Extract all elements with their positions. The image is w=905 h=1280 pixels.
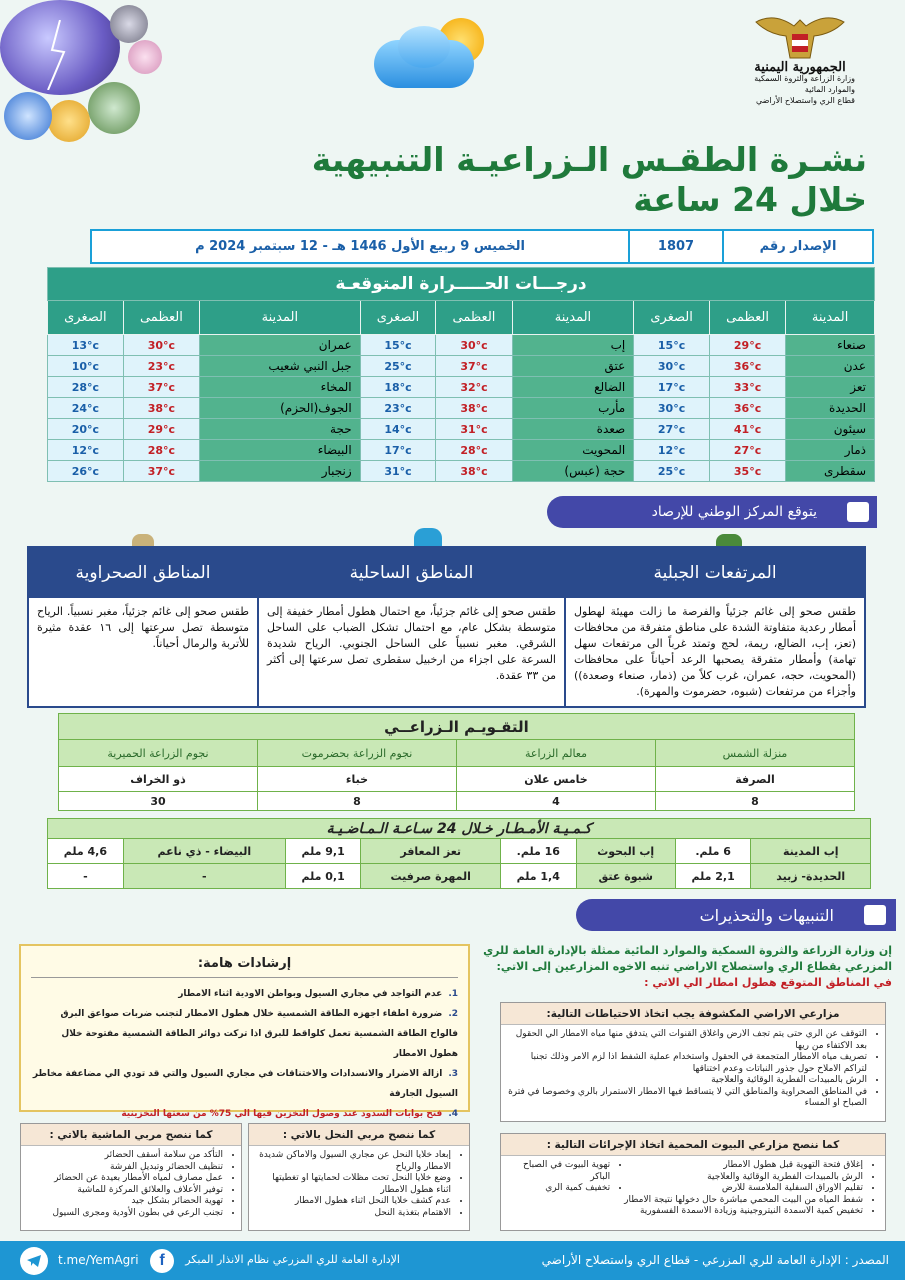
city-name: جبل النبي شعيب [200, 356, 361, 377]
temperature-header: العظمى [436, 301, 512, 335]
max-temp: 38°c [123, 398, 199, 419]
list-item: • شفط المياه من البيت المحمي مباشرة حال دخولها نتيجة الامطار [624, 1195, 863, 1207]
rain-station: المهرة صرفيت [361, 864, 500, 889]
city-name: عتق [512, 356, 634, 377]
open-farmers-box [500, 1002, 886, 1122]
open-farmers-title: مزارعي الاراضي المكشوفة يجب اتخاذ الاحتياطات التالية: [501, 1003, 885, 1025]
temperature-caption: درجـــات الحـــــرارة المتوقعـة [48, 268, 875, 301]
min-temp: 14°c [360, 419, 436, 440]
regions-panel [27, 546, 866, 708]
rain-amount: 16 ملم. [500, 839, 576, 864]
table-row [48, 335, 875, 356]
forecast-ribbon-label: يتوقع المركز الوطني للإرصاد [651, 504, 817, 520]
list-item: • الرش بالمبيدات الفطرية الوقائية والعلاجية [624, 1172, 863, 1184]
max-temp: 29°c [709, 335, 785, 356]
decor-left [132, 534, 154, 546]
rainfall-caption: كـمـيـة الأمـطـار خـلال 24 سـاعـة الـمـاضـيـة [48, 819, 871, 839]
rain-station: شبوة عتق [576, 864, 675, 889]
calendar-number: 30 [59, 792, 258, 811]
instruction-item: 1.عدم التواجد في مجاري السيول وبواطن الاودية اثناء الامطار [178, 989, 458, 999]
min-temp: 28°c [48, 377, 124, 398]
max-temp: 31°c [436, 419, 512, 440]
min-temp: 30°c [634, 398, 710, 419]
calendar-number: 8 [258, 792, 457, 811]
min-temp: 27°c [634, 419, 710, 440]
rain-amount: 0,1 ملم [285, 864, 361, 889]
list-item: • عمل مصارف لمياه الأمطار بعيدة عن الحضائر [27, 1173, 223, 1185]
instruction-item: 2.ضرورة اطفاء اجهزه الطاقة الشمسية خلال هطول الامطار لتجنب ضربات صواعق البرق فالواح الطاقة الشمسية تعمل كلواقط للبرق اذا تركت دوائر الطاقة الشمسية مفتوحة خلال هطول الامطار [60, 1009, 458, 1059]
rain-station: البيضاء - ذي ناعم [123, 839, 285, 864]
eagle-emblem-icon [754, 12, 846, 62]
rain-amount: 1,4 ملم [500, 864, 576, 889]
rain-station: إب المدينة [751, 839, 871, 864]
list-item: • التوقف عن الري حتى يتم تجف الارض واغلاق القنوات التي يتدفق منها مياه الامطار الي الحقول بعد الاكتفاء من ريها [507, 1029, 867, 1052]
max-temp: 32°c [436, 377, 512, 398]
max-temp: 38°c [436, 398, 512, 419]
instruction-item: 4.فتح بوابات السدود عند وصول التخزين فيها الي 75% من سعتها التخزينية [121, 1109, 458, 1119]
calendar-header: نجوم الزراعة بحضرموت [258, 740, 457, 767]
table-row [48, 839, 871, 864]
list-item: • إبعاد خلايا النحل عن مجاري السيول والاماكن شديدة الامطار والرياح [255, 1150, 451, 1173]
temperature-header: الصغرى [360, 301, 436, 335]
region-text: طقس صحو إلى غائم جزئياً، مغبر نسبياً. الرياح متوسطة تصل سرعتها إلى ١٦ عقدة مثيرة للأتربة والرمال أحياناً. [37, 605, 249, 650]
list-item: • تصريف مياه الامطار المتجمعة في الحقول واستخدام عملية الشفط اذا لزم الامر وذلك تجنبا لتراكم الاملاح حول جذور النباتات وعدم اختناقها [507, 1052, 867, 1075]
ministry-line3: قطاع الري واستصلاح الأراضي [756, 96, 855, 105]
table-row [48, 356, 875, 377]
issue-label: الإصدار رقم [722, 231, 872, 262]
forecast-ribbon [547, 496, 877, 528]
min-temp: 13°c [48, 335, 124, 356]
telegram-icon[interactable] [20, 1247, 48, 1275]
city-name: عمران [200, 335, 361, 356]
intro-red-text: في المناطق المتوقع هطول امطار الي الاتي : [644, 976, 892, 989]
instructions-title: إرشادات هامة: [31, 946, 458, 978]
min-temp: 18°c [360, 377, 436, 398]
max-temp: 36°c [709, 398, 785, 419]
warnings-ribbon-label: التنبيهات والتحذيرات [699, 905, 834, 925]
region-desert [29, 548, 257, 706]
temperature-header: العظمى [123, 301, 199, 335]
city-name: الجوف(الحزم) [200, 398, 361, 419]
footer-bar [0, 1241, 905, 1280]
ministry-line2: والموارد المائية [804, 85, 855, 94]
list-item: • عدم كشف خلايا النحل اثناء هطول الامطار [255, 1196, 451, 1208]
beekeepers-box [248, 1123, 470, 1231]
list-item: • تنظيف الحضائر وتبديل الفرشة [27, 1162, 223, 1174]
calendar-caption: التقـويـم الـزراعــي [59, 714, 855, 740]
livestock-box [20, 1123, 242, 1231]
issue-date: الخميس 9 ربيع الأول 1446 هـ - 12 سبتمبر 2024 م [195, 239, 525, 254]
temperature-header: الصغرى [634, 301, 710, 335]
city-name: سيئون [786, 419, 875, 440]
issue-number: 1807 [628, 231, 722, 262]
temperature-header: العظمى [709, 301, 785, 335]
max-temp: 37°c [123, 461, 199, 482]
city-name: تعز [786, 377, 875, 398]
rain-amount: 9,1 ملم [285, 839, 361, 864]
city-name: صنعاء [786, 335, 875, 356]
min-temp: 15°c [634, 335, 710, 356]
min-temp: 17°c [360, 440, 436, 461]
rain-amount: 2,1 ملم [675, 864, 751, 889]
min-temp: 20°c [48, 419, 124, 440]
sun-cloud-icon [370, 12, 490, 92]
city-name: صعدة [512, 419, 634, 440]
city-name: سقطرى [786, 461, 875, 482]
min-temp: 15°c [360, 335, 436, 356]
list-item: • تخفيض كمية الاسمدة النيتروجينية وزيادة الاسمدة الفسفورية [624, 1206, 863, 1218]
city-name: عدن [786, 356, 875, 377]
min-temp: 31°c [360, 461, 436, 482]
max-temp: 37°c [123, 377, 199, 398]
decor-center [414, 528, 442, 546]
city-name: البيضاء [200, 440, 361, 461]
city-name: حجة (عبس) [512, 461, 634, 482]
min-temp: 30°c [634, 356, 710, 377]
region-title: المناطق الصحراوية [29, 548, 257, 598]
list-item: • التأكد من سلامة أسقف الحضائر [27, 1150, 223, 1162]
intro-text: إن وزارة الزراعة والثروة السمكية والموارد المائية ممثلة بالإدارة العامة للري المزرعي بقطاع الري واستصلاح الاراضي تنبه الاخوه المزارعين إلى الاتي: [483, 944, 892, 973]
max-temp: 23°c [123, 356, 199, 377]
table-row [48, 864, 871, 889]
max-temp: 28°c [123, 440, 199, 461]
calendar-header: منزلة الشمس [656, 740, 855, 767]
temperature-header: المدينة [786, 301, 875, 335]
rainfall-table [47, 818, 871, 889]
city-name: إب [512, 335, 634, 356]
list-item: • تخفيف كمية الري [509, 1183, 610, 1195]
max-temp: 28°c [436, 440, 512, 461]
min-temp: 12°c [634, 440, 710, 461]
city-name: المخاء [200, 377, 361, 398]
footer-source: المصدر : الإدارة العامة للري المزرعي - قطاع الري واستصلاح الأراضي [541, 1253, 889, 1267]
beekeepers-title: كما ننصح مربي النحل بالاتي : [249, 1124, 469, 1146]
checkbox-icon [864, 905, 886, 925]
table-row [48, 398, 875, 419]
city-name: المحويت [512, 440, 634, 461]
table-row [48, 461, 875, 482]
footer-facebook-label[interactable]: الإدارة العامة للري المزرعي نظام الانذار المبكر [185, 1253, 400, 1266]
min-temp: 12°c [48, 440, 124, 461]
yemen-emblem [745, 12, 855, 106]
decor-right [716, 534, 742, 546]
calendar-header: معالم الزراعة [457, 740, 656, 767]
max-temp: 27°c [709, 440, 785, 461]
city-name: الحديدة [786, 398, 875, 419]
list-item: • تجنب الرعي في بطون الأودية ومجرى السيول [27, 1208, 223, 1220]
calendar-value: خباء [258, 767, 457, 792]
city-name: حجة [200, 419, 361, 440]
warnings-ribbon [576, 899, 896, 931]
rain-station: تعز المعافر [361, 839, 500, 864]
min-temp: 24°c [48, 398, 124, 419]
max-temp: 35°c [709, 461, 785, 482]
table-row [48, 377, 875, 398]
rain-station: إب البحوث [576, 839, 675, 864]
calendar-number: 8 [656, 792, 855, 811]
agri-calendar-table [58, 713, 855, 811]
region-title: المرتفعات الجبلية [566, 548, 864, 598]
list-item: • تهوية البيوت في الصباح الباكر [509, 1160, 610, 1183]
list-item: • تهوية الحضائر بشكل جيد [27, 1196, 223, 1208]
facebook-icon[interactable]: f [150, 1249, 174, 1273]
min-temp: 17°c [634, 377, 710, 398]
ministry-line1: وزارة الزراعة والثروة السمكية [754, 74, 855, 83]
max-temp: 37°c [436, 356, 512, 377]
list-item: • الاهتمام بتغذية النحل [255, 1208, 451, 1220]
min-temp: 25°c [634, 461, 710, 482]
checkbox-icon [847, 502, 869, 522]
instruction-item: 3.ازالة الاضرار والانسدادات والاختناقات في مجاري السيول والتي قد تودي الي مضاعفة مخاطر السيول الجارفة [32, 1069, 458, 1099]
city-name: ذمار [786, 440, 875, 461]
region-text: طقس صحو إلى غائم جزئياً، مع احتمال هطول أمطار خفيفة إلى متوسطة بشكل عام، مع احتمال تشكل الضباب على الساحل الشرقي. مغبر نسبياً على الساحل الجنوبي. الرياح شديدة السرعة على اجزاء من ارخبيل سقطرى تصل سرعتها إلى أكثر من ٣٣ عقدة. [267, 605, 556, 682]
max-temp: 33°c [709, 377, 785, 398]
city-name: زنجبار [200, 461, 361, 482]
min-temp: 23°c [360, 398, 436, 419]
min-temp: 26°c [48, 461, 124, 482]
list-item: • الرش بالمبيدات الفطرية الوقائية والعلاجية [507, 1075, 867, 1087]
temperature-header: المدينة [512, 301, 634, 335]
footer-telegram-link[interactable]: t.me/YemAgri [58, 1253, 139, 1267]
city-name: الضالع [512, 377, 634, 398]
max-temp: 38°c [436, 461, 512, 482]
region-text: طقس صحو إلى غائم جزئياً والفرصة ما زالت مهيئة لهطول أمطار رعدية متفاوتة الشدة على مناطق متفرقة من محافظات (تعز، إب، الضالع، ريمة، لحج وتمتد غرباً الى مرتفعات سهل تهامة) وأمطار متفرقة يصحبها الرعد أحياناً على محافظات (المحويت، حجه، عمران، غرب كلاً من (ذمار، صنعاء وصعدة)) وأجزاء من مرتفعات (شبوه، حضرموت والمهرة). [574, 605, 856, 698]
region-highlands [564, 548, 864, 706]
rain-amount: - [48, 864, 124, 889]
weather-collage [0, 0, 170, 140]
max-temp: 29°c [123, 419, 199, 440]
livestock-title: كما ننصح مربي الماشية بالاتي : [21, 1124, 241, 1146]
list-item: • في المناطق الصحراوية والمناطق التي لا يتساقط فيها الامطار الاستمرار بالري وخصوصا في فترة الصباح او المساء [507, 1087, 867, 1110]
bulletin-subtitle: خلال 24 ساعة [633, 180, 867, 219]
list-item: • توفير الأعلاف والعلائق المركزة للماشية [27, 1185, 223, 1197]
instructions-box [19, 944, 470, 1119]
min-temp: 25°c [360, 356, 436, 377]
list-item: • وضع خلايا النحل تحت مظلات لحمايتها او تغطيتها اثناء هطول الامطار [255, 1173, 451, 1196]
max-temp: 30°c [123, 335, 199, 356]
table-row [48, 419, 875, 440]
calendar-number: 4 [457, 792, 656, 811]
max-temp: 41°c [709, 419, 785, 440]
greenhouse-title: كما ننصح مزارعي البيوت المحمية اتخاذ الإجرائات التالية : [501, 1134, 885, 1156]
temperature-header: المدينة [200, 301, 361, 335]
calendar-value: الصرفة [656, 767, 855, 792]
rain-station: - [123, 864, 285, 889]
calendar-value: خامس علان [457, 767, 656, 792]
emblem-title: الجمهورية اليمنية [754, 60, 846, 75]
temperature-header: الصغرى [48, 301, 124, 335]
min-temp: 10°c [48, 356, 124, 377]
issue-bar [90, 229, 874, 264]
temperature-table [47, 267, 875, 482]
rain-amount: 6 ملم. [675, 839, 751, 864]
max-temp: 36°c [709, 356, 785, 377]
list-item: • إغلاق فتحة التهوية قبل هطول الامطار [624, 1160, 863, 1172]
bulletin-title: نشـرة الطقـس الـزراعيـة التنبيهية [311, 140, 867, 179]
rain-station: الحديدة- زبيد [751, 864, 871, 889]
calendar-header: نجوم الزراعة الحميرية [59, 740, 258, 767]
max-temp: 30°c [436, 335, 512, 356]
region-coastal [257, 548, 564, 706]
list-item: • تقليم الاوراق السفلية الملامسة للارض [624, 1183, 863, 1195]
warnings-intro [482, 943, 892, 991]
city-name: مأرب [512, 398, 634, 419]
table-row [48, 440, 875, 461]
region-title: المناطق الساحلية [259, 548, 564, 598]
calendar-value: ذو الخراف [59, 767, 258, 792]
greenhouse-box [500, 1133, 886, 1231]
rain-amount: 4,6 ملم [48, 839, 124, 864]
